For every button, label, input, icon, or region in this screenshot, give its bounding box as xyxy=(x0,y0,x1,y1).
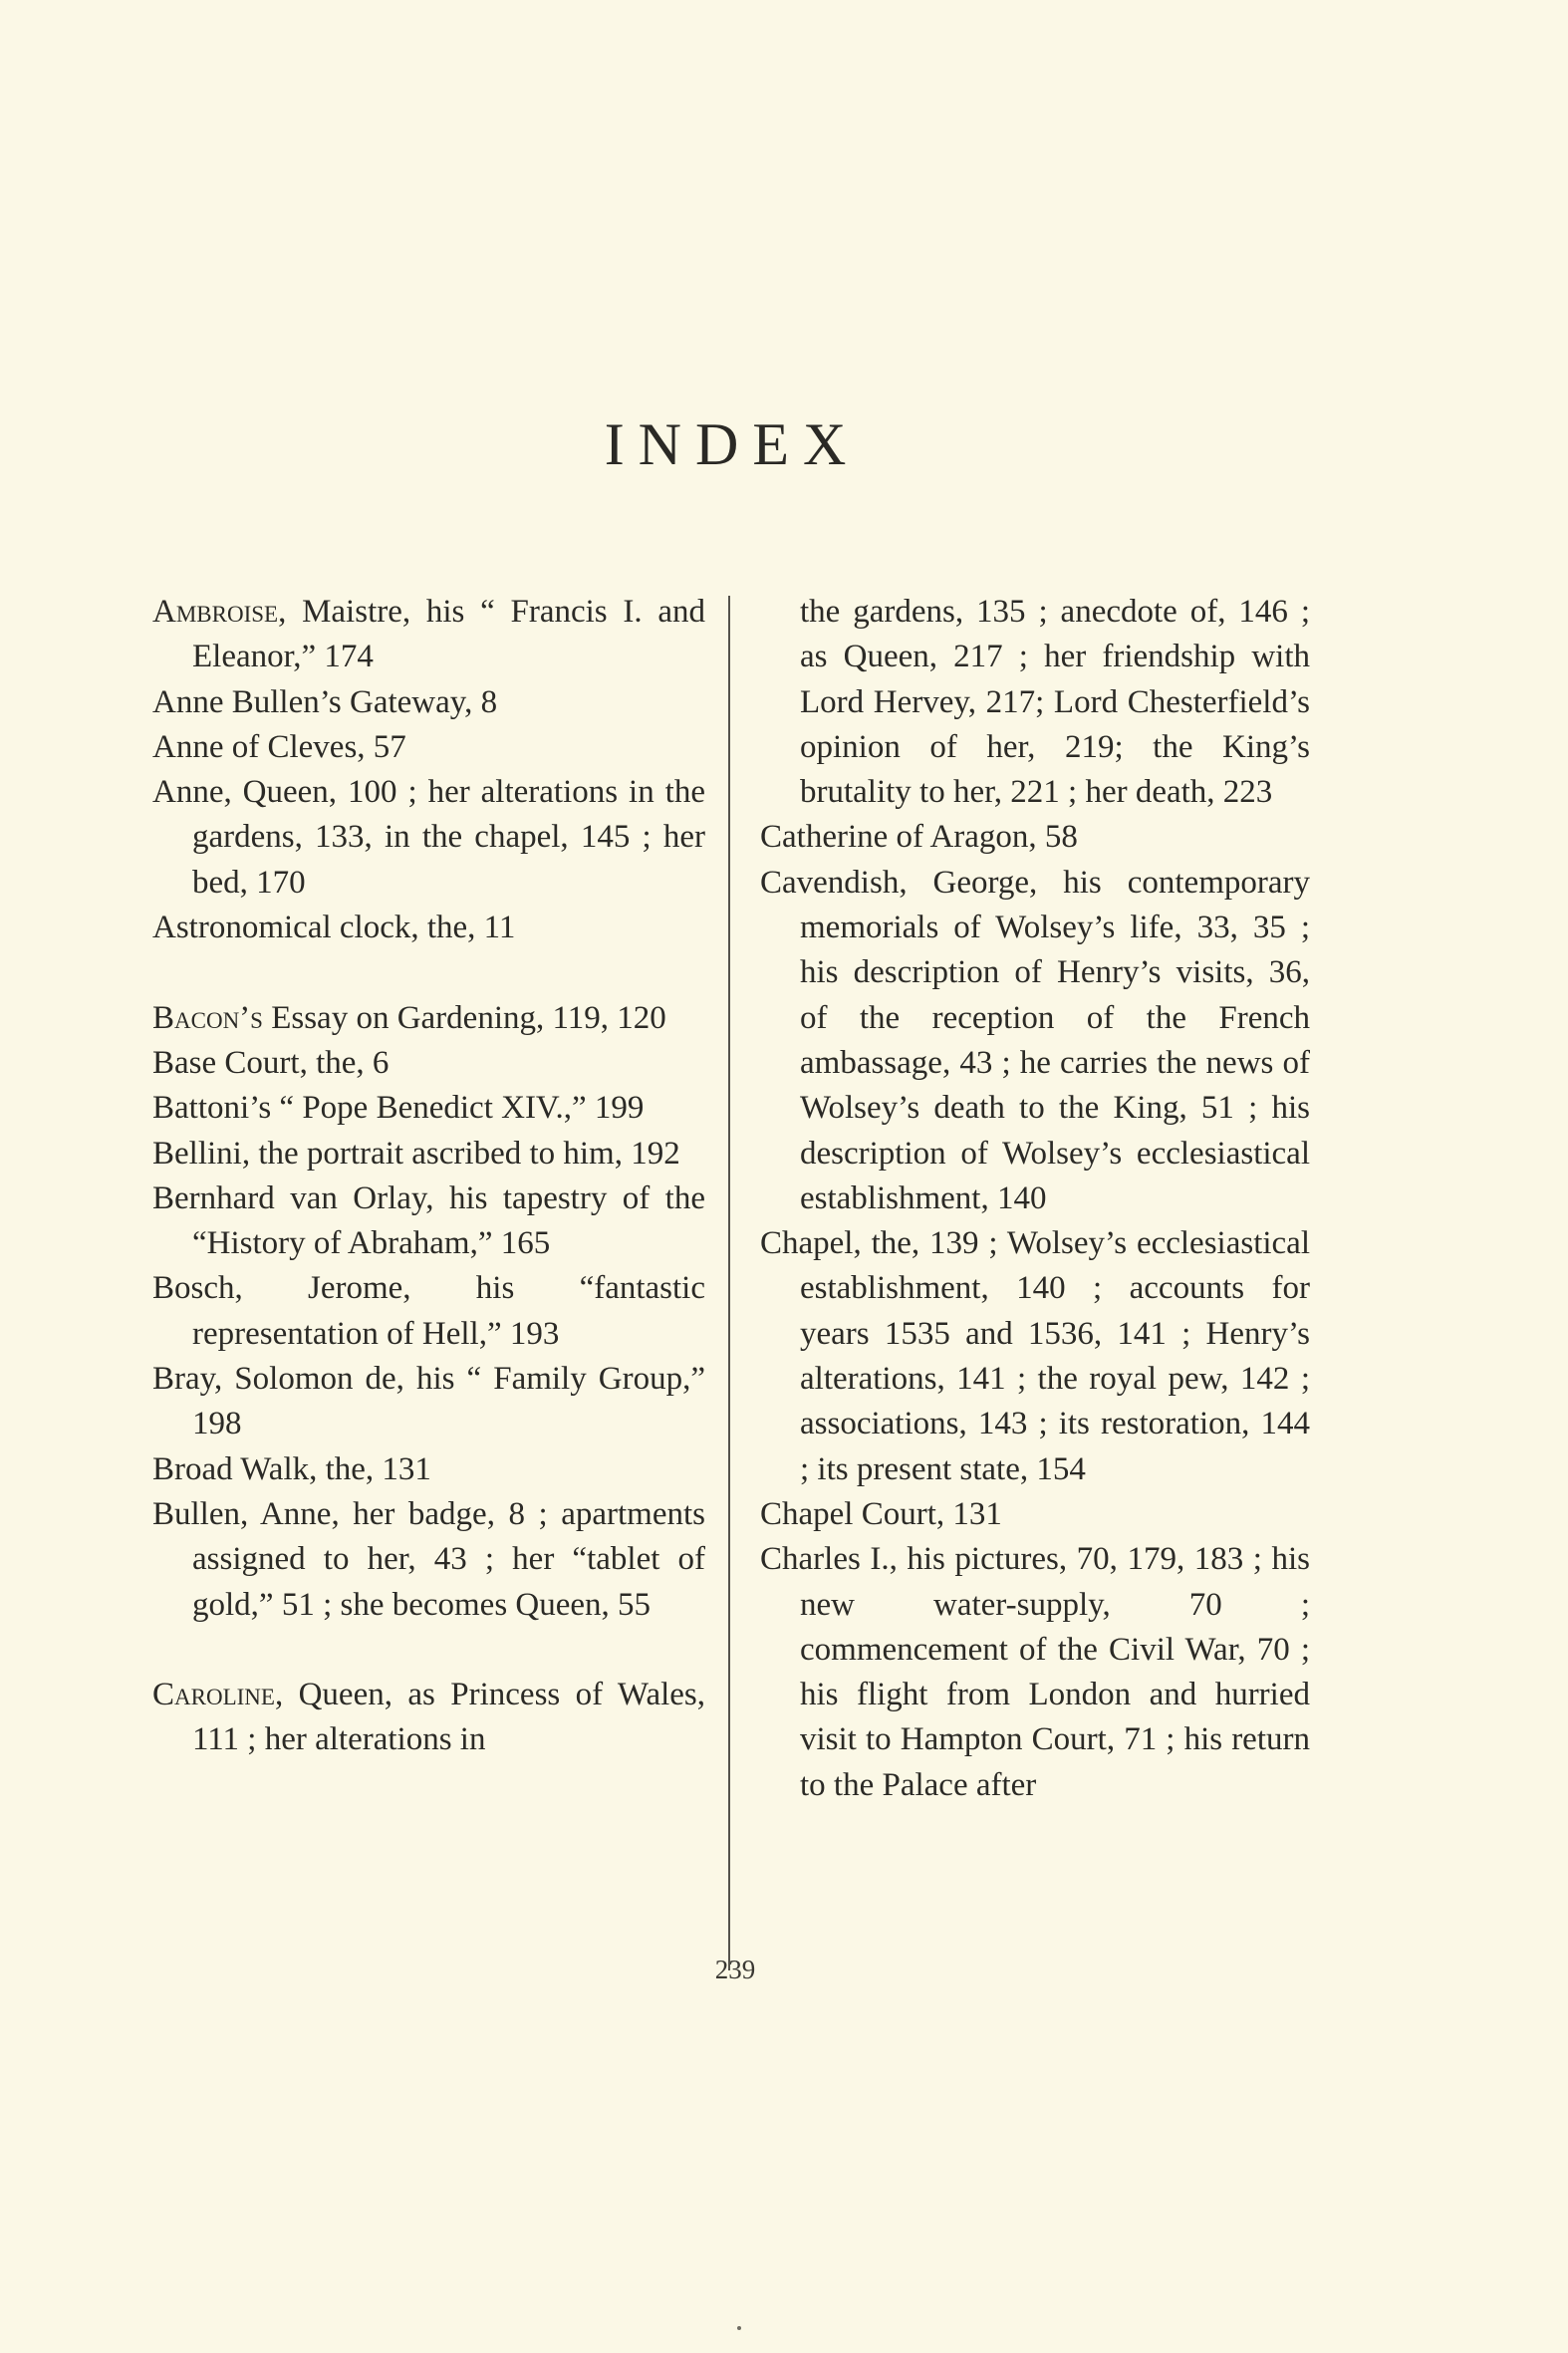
entry-text: Essay on Gardening, 119, 120 xyxy=(262,999,666,1036)
index-entry xyxy=(152,1266,705,1357)
index-entry xyxy=(152,1086,705,1131)
letter-group-gap xyxy=(152,1628,705,1673)
entry-head: Bacon’s xyxy=(152,999,263,1036)
index-entry xyxy=(760,1221,1310,1492)
index-entry xyxy=(152,906,705,950)
entry-text: Bellini, the portrait ascribed to him, 192 xyxy=(152,1135,680,1172)
entry-text: Bray, Solomon de, his “ Family Group,” 198 xyxy=(152,1361,705,1442)
entry-text: the gardens, 135 ; anecdote of, 146 ; as Queen, 217 ; her friendship with Lord Hervey, 217; Lord Chesterfield’s opinion of her, 219; the King’s brutality to her, 221 ; her death, 223 xyxy=(800,594,1310,811)
entry-text: Chapel Court, 131 xyxy=(760,1495,1002,1532)
index-entry xyxy=(152,996,705,1041)
index-entry xyxy=(152,590,705,680)
index-entry xyxy=(152,725,705,770)
index-entry xyxy=(760,1492,1310,1537)
entry-text: Anne, Queen, 100 ; her alterations in the gardens, 133, in the chapel, 145 ; her bed, 170 xyxy=(152,774,705,901)
entry-text: , Queen, as Princess of Wales, 111 ; her alterations in xyxy=(192,1677,705,1758)
index-entry xyxy=(152,1673,705,1763)
index-entry xyxy=(152,1447,705,1492)
entry-text: Anne of Cleves, 57 xyxy=(152,728,406,765)
page-title: INDEX xyxy=(604,411,861,477)
index-entry xyxy=(152,1176,705,1267)
index-entry xyxy=(152,770,705,906)
entry-text: Catherine of Aragon, 58 xyxy=(760,819,1078,856)
entry-text: Bosch, Jerome, his “fantastic representation of Hell,” 193 xyxy=(152,1270,705,1352)
index-entry xyxy=(152,680,705,725)
index-entry xyxy=(152,1132,705,1176)
index-entry xyxy=(760,815,1310,860)
index-column-left xyxy=(152,590,705,1763)
entry-text: Charles I., his pictures, 70, 179, 183 ; his new water-supply, 70 ; commencement of the Civil War, 70 ; his flight from London and hurried visit to Hampton Court, 71 ; his return to the Palace after xyxy=(760,1541,1310,1803)
index-entry xyxy=(152,1041,705,1086)
letter-group-gap xyxy=(152,950,705,995)
index-entry xyxy=(760,861,1310,1221)
entry-text: Cavendish, George, his contemporary memorials of Wolsey’s life, 33, 35 ; his description of Henry’s visits, 36, of the reception of the French ambassage, 43 ; he carries the news of Wolsey’s death to the King, 51 ; his description of Wolsey’s ecclesiastical establishment, 140 xyxy=(760,864,1310,1216)
entry-text: Bernhard van Orlay, his tapestry of the “History of Abraham,” 165 xyxy=(152,1179,705,1262)
entry-text: , Maistre, his “ Francis I. and Eleanor,” 174 xyxy=(192,594,705,675)
index-entry xyxy=(760,1537,1310,1808)
entry-text: Broad Walk, the, 131 xyxy=(152,1450,431,1487)
entry-text: Anne Bullen’s Gateway, 8 xyxy=(152,683,498,720)
index-column-right xyxy=(760,590,1310,1808)
entry-text: Battoni’s “ Pope Benedict XIV.,” 199 xyxy=(152,1090,645,1127)
entry-text: Astronomical clock, the, 11 xyxy=(152,910,516,946)
index-entry xyxy=(152,1357,705,1447)
column-divider xyxy=(728,596,730,1970)
entry-text: Chapel, the, 139 ; Wolsey’s ecclesiastical establishment, 140 ; accounts for years 1535 and 1536, 141 ; Henry’s alterations, 141 ; the royal pew, 142 ; associations, 143 ; its restoration, 144 ; its present state, 154 xyxy=(760,1225,1310,1487)
paper-speck xyxy=(737,2326,741,2330)
entry-head: Caroline xyxy=(152,1677,275,1713)
entry-text: Base Court, the, 6 xyxy=(152,1044,390,1081)
index-entry-continued xyxy=(760,590,1310,815)
entry-text: Bullen, Anne, her badge, 8 ; apartments assigned to her, 43 ; her “tablet of gold,” 51 ; she becomes Queen, 55 xyxy=(152,1495,705,1623)
index-entry xyxy=(152,1492,705,1628)
entry-head: Ambroise xyxy=(152,594,279,630)
page-number: 239 xyxy=(714,1955,756,1984)
